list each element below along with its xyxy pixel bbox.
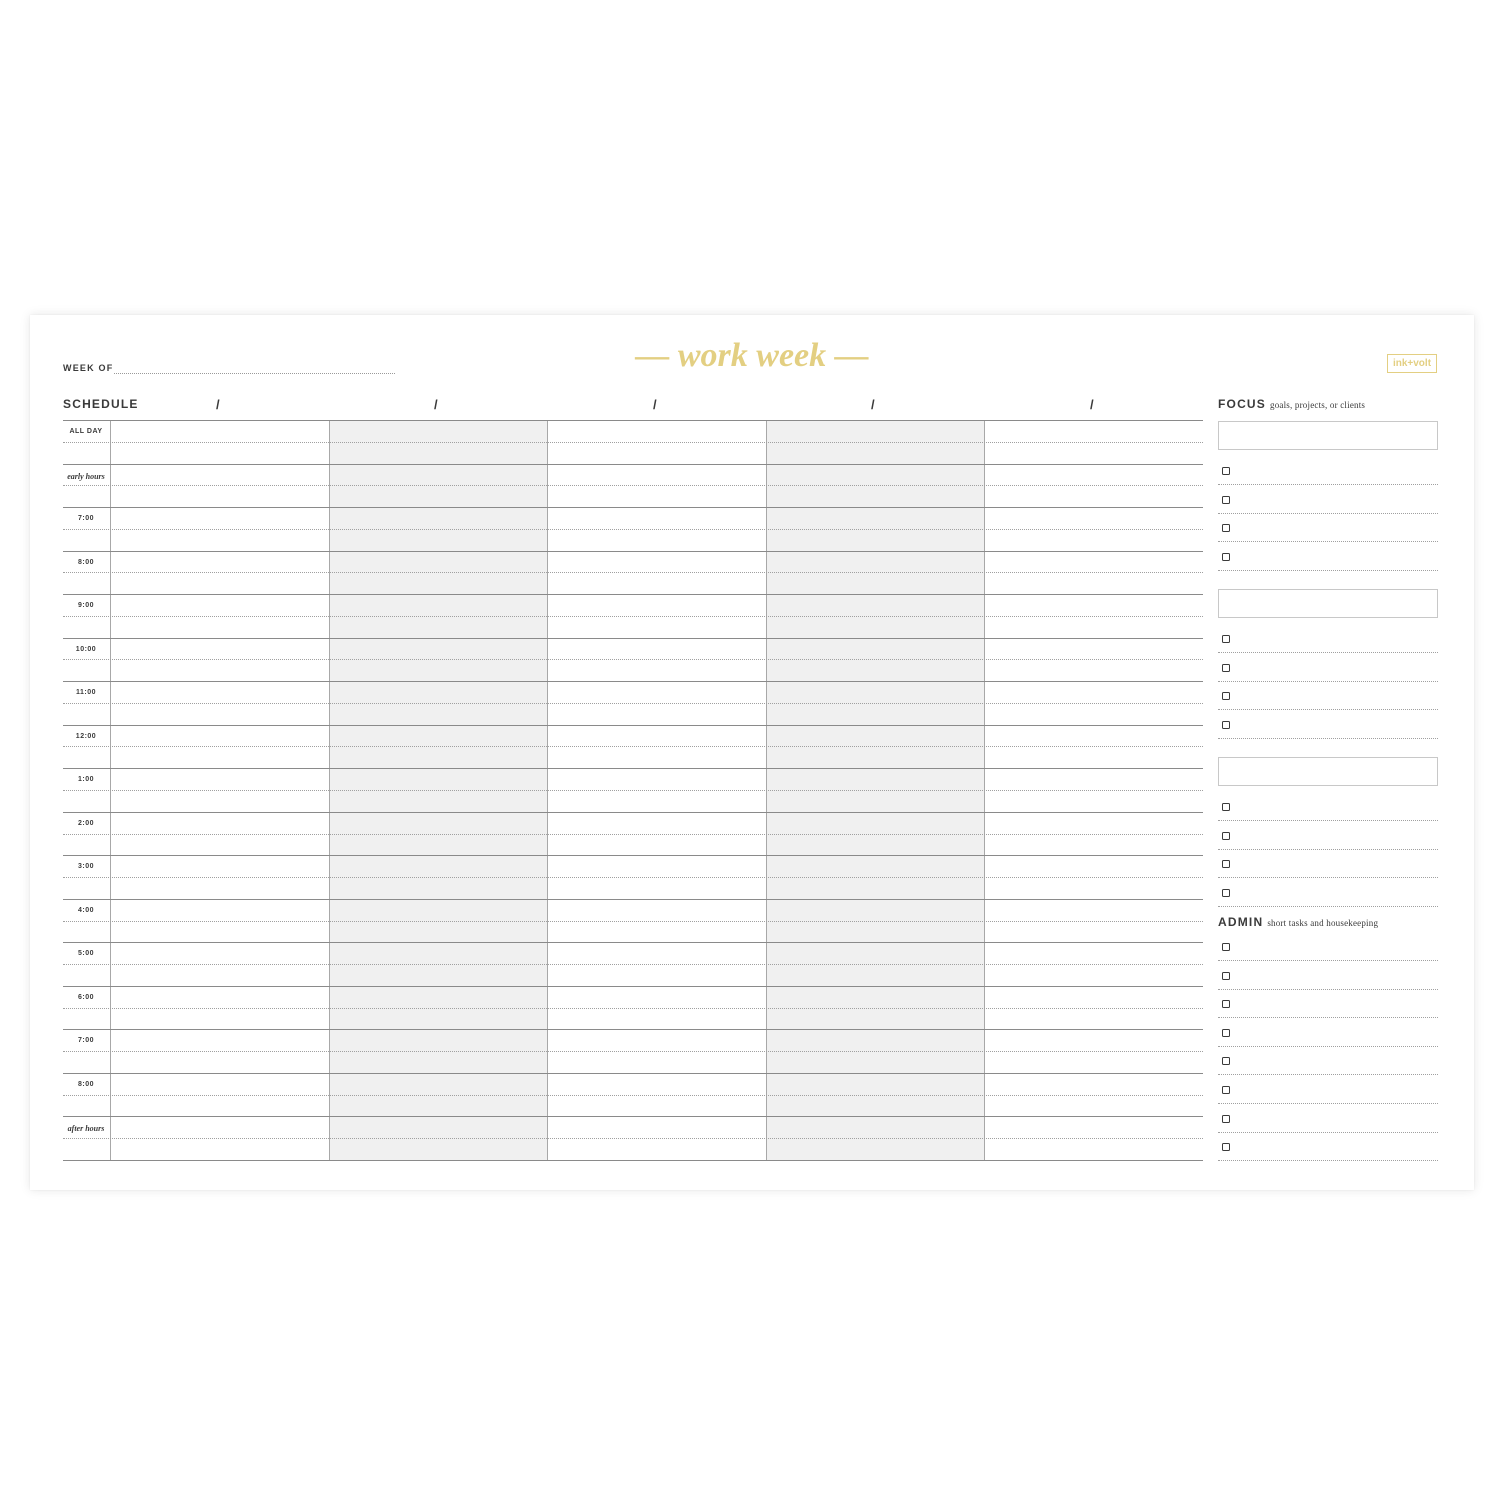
task-line[interactable] [1218,663,1438,682]
checkbox-icon[interactable] [1222,467,1230,475]
row-line [63,899,1203,900]
schedule-grid[interactable] [63,420,1203,1160]
half-row-line [63,485,1203,486]
time-label: 2:00 [77,819,94,827]
row-line [63,725,1203,726]
task-line[interactable] [1218,1114,1438,1133]
checkbox-icon[interactable] [1222,664,1230,672]
checkbox-icon[interactable] [1222,889,1230,897]
task-line[interactable] [1218,1085,1438,1104]
task-line[interactable] [1218,523,1438,542]
time-label: 10:00 [75,645,97,653]
row-line [63,1073,1203,1074]
row-line [63,1160,1203,1161]
half-row-line [63,659,1203,660]
checkbox-icon[interactable] [1222,832,1230,840]
day-1-date-slash: / [216,397,220,412]
task-line[interactable] [1218,859,1438,878]
row-line [63,812,1203,813]
half-row-line [63,572,1203,573]
time-label: 9:00 [77,602,94,610]
task-line[interactable] [1218,634,1438,653]
half-row-line [63,529,1203,530]
checkbox-icon[interactable] [1222,1086,1230,1094]
focus-title-box[interactable] [1218,757,1438,786]
schedule-label: SCHEDULE [63,397,139,411]
row-line [63,507,1203,508]
row-line [63,986,1203,987]
day-5-date-slash: / [1090,397,1094,412]
task-line[interactable] [1218,831,1438,850]
time-label: ALL DAY [69,428,103,435]
checkbox-icon[interactable] [1222,692,1230,700]
half-row-line [63,1095,1203,1096]
task-line[interactable] [1218,971,1438,990]
time-label: 1:00 [77,776,94,784]
checkbox-icon[interactable] [1222,496,1230,504]
focus-label: FOCUS [1218,397,1266,411]
task-line[interactable] [1218,1142,1438,1161]
focus-title-box[interactable] [1218,589,1438,618]
row-line [63,768,1203,769]
checkbox-icon[interactable] [1222,721,1230,729]
row-line [63,594,1203,595]
time-label: 7:00 [77,515,94,523]
half-row-line [63,877,1203,878]
half-row-line [63,790,1203,791]
task-line[interactable] [1218,466,1438,485]
task-line[interactable] [1218,999,1438,1018]
time-label: early hours [67,471,105,481]
half-row-line [63,616,1203,617]
time-label: 8:00 [77,1080,94,1088]
row-line [63,420,1203,421]
row-line [63,1116,1203,1117]
page-title: — work week — [635,337,869,374]
checkbox-icon[interactable] [1222,860,1230,868]
checkbox-icon[interactable] [1222,524,1230,532]
row-line [63,942,1203,943]
time-label: 7:00 [77,1037,94,1045]
time-label: after hours [67,1124,105,1134]
checkbox-icon[interactable] [1222,1029,1230,1037]
day-2-date-slash: / [434,397,438,412]
half-row-line [63,964,1203,965]
half-row-line [63,442,1203,443]
half-row-line [63,834,1203,835]
half-row-line [63,746,1203,747]
task-line[interactable] [1218,691,1438,710]
half-row-line [63,1008,1203,1009]
time-label: 4:00 [77,906,94,914]
checkbox-icon[interactable] [1222,1143,1230,1151]
time-label: 8:00 [77,558,94,566]
checkbox-icon[interactable] [1222,553,1230,561]
half-row-line [63,921,1203,922]
task-line[interactable] [1218,802,1438,821]
checkbox-icon[interactable] [1222,803,1230,811]
half-row-line [63,1138,1203,1139]
checkbox-icon[interactable] [1222,635,1230,643]
focus-title-box[interactable] [1218,421,1438,450]
checkbox-icon[interactable] [1222,943,1230,951]
week-of-label: WEEK OF [63,363,114,373]
planner-sheet [30,315,1474,1190]
time-label: 11:00 [75,689,97,697]
focus-sublabel: goals, projects, or clients [1270,400,1366,410]
row-line [63,551,1203,552]
task-line[interactable] [1218,1056,1438,1075]
day-3-date-slash: / [653,397,657,412]
checkbox-icon[interactable] [1222,972,1230,980]
row-line [63,464,1203,465]
admin-sublabel: short tasks and housekeeping [1267,918,1379,928]
admin-heading [1218,915,1378,929]
day-4-date-slash: / [871,397,875,412]
time-label: 6:00 [77,993,94,1001]
brand-logo: ink+volt [1387,354,1437,373]
task-line[interactable] [1218,720,1438,739]
half-row-line [63,703,1203,704]
row-line [63,638,1203,639]
row-line [63,681,1203,682]
half-row-line [63,1051,1203,1052]
task-line[interactable] [1218,1028,1438,1047]
task-line[interactable] [1218,888,1438,907]
time-label: 12:00 [75,732,97,740]
time-label: 5:00 [77,950,94,958]
row-line [63,855,1203,856]
time-label: 3:00 [77,863,94,871]
task-line[interactable] [1218,552,1438,571]
focus-heading [1218,397,1365,411]
checkbox-icon[interactable] [1222,1115,1230,1123]
task-line[interactable] [1218,495,1438,514]
row-line [63,1029,1203,1030]
task-line[interactable] [1218,942,1438,961]
checkbox-icon[interactable] [1222,1000,1230,1008]
admin-label: ADMIN [1218,915,1264,929]
checkbox-icon[interactable] [1222,1057,1230,1065]
